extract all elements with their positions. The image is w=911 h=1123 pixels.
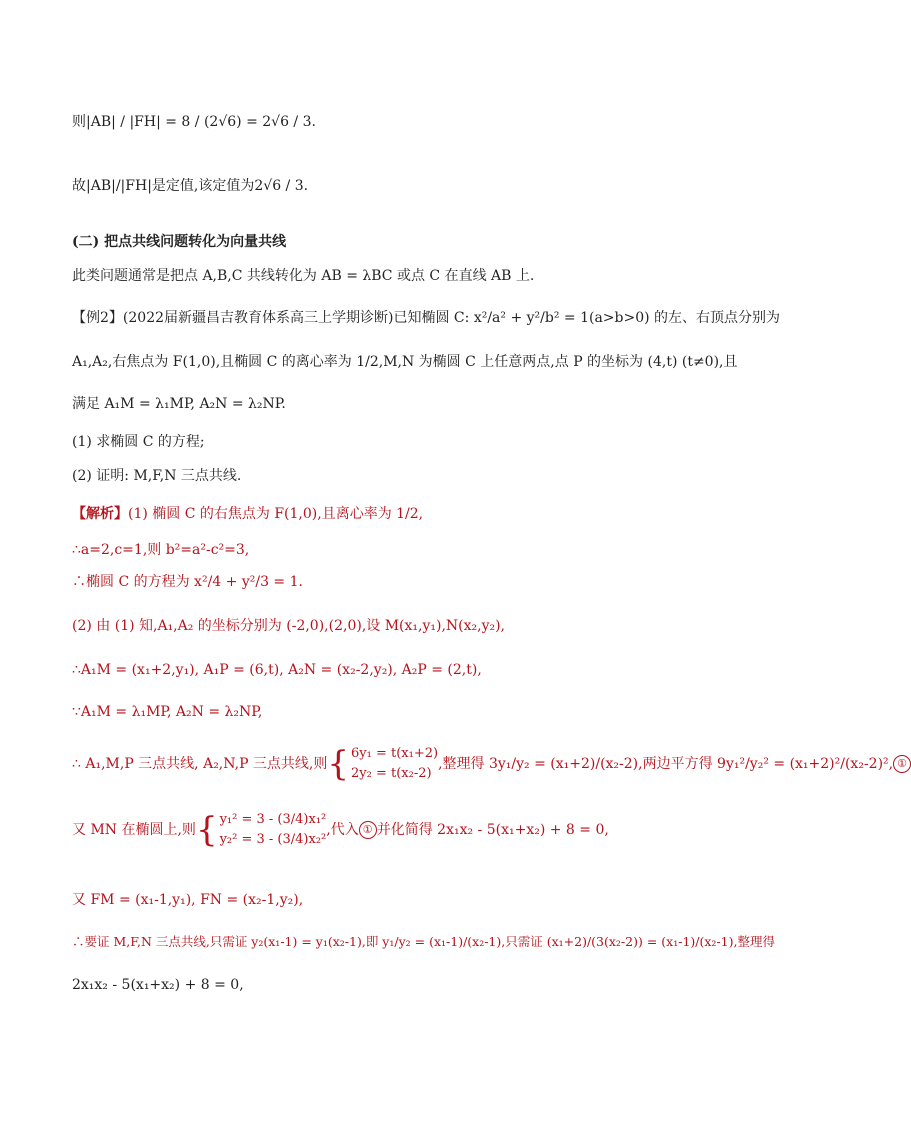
section-intro: 此类问题通常是把点 A,B,C 共线转化为 AB = λBC 或点 C 在直线 AB 上. [72,268,535,284]
text-gu: 故 [72,178,86,194]
solution-8-post: 并化简得 2x₁x₂ - 5(x₁+x₂) + 8 = 0, [376,822,609,838]
example-tag: 【例2】 [72,310,123,326]
text-dingzhi: 是定值,该定值为 [151,178,255,194]
solution-line-8 [72,810,609,850]
solution-line-3: ∴椭圆 C 的方程为 x²/4 + y²/3 = 1. [72,574,303,590]
system-2 [220,810,327,850]
line-ratio [72,112,316,132]
formula-ratio: |AB| / |FH| = 8 / (2√6) = 2√6 / 3. [86,114,316,130]
example-line-2: A₁,A₂,右焦点为 F(1,0),且椭圆 C 的离心率为 1/2,M,N 为椭圆 C 上任意两点,点 P 的坐标为 (4,t) (t≠0),且 [72,354,738,370]
brace-icon: { [195,810,218,850]
brace-icon: { [327,744,350,784]
circled-one-icon: ① [893,755,911,773]
solution-line-7 [72,744,911,784]
example-source: (2022届新疆昌吉教育体系高三上学期诊断) [122,310,394,326]
section-title: (二) 把点共线问题转化为向量共线 [72,234,287,250]
solution-line-2: ∴a=2,c=1,则 b²=a²-c²=3, [72,542,250,558]
circled-one-icon: ① [359,821,377,839]
question-2: (2) 证明: M,F,N 三点共线. [72,468,242,484]
solution-8-mid: ,代入 [326,822,359,838]
system-2-eq1: y₁² = 3 - (3/4)x₁² [219,812,327,827]
line-conclusion [72,176,308,196]
formula-value: 2√6 / 3. [254,178,309,194]
solution-line-9: 又 FM = (x₁-1,y₁), FN = (x₂-1,y₂), [72,892,304,908]
formula-abs-ratio: |AB|/|FH| [86,178,152,194]
solution-tag: 【解析】 [72,506,128,522]
solution-line-6: ∵A₁M = λ₁MP, A₂N = λ₂NP, [72,704,263,720]
solution-line-11: 2x₁x₂ - 5(x₁+x₂) + 8 = 0, [72,977,244,993]
solution-text-1: (1) 椭圆 C 的右焦点为 F(1,0),且离心率为 1/2, [128,506,424,522]
solution-8-pre: 又 MN 在椭圆上,则 [72,822,196,838]
solution-7-mid: ,整理得 3y₁/y₂ = (x₁+2)/(x₂-2),两边平方得 9y₁²/y₂² = (x₁+2)²/(x₂-2)², [438,756,894,772]
system-1 [351,744,438,784]
example-line-1 [72,308,780,328]
solution-line-10: ∴要证 M,F,N 三点共线,只需证 y₂(x₁-1) = y₁(x₂-1),即 y₁/y₂ = (x₁-1)/(x₂-1),只需证 (x₁+2)/(3(x₂-2)) = (x₁-1)/(x₂-1),整理得 [72,934,775,949]
solution-line-4: (2) 由 (1) 知,A₁,A₂ 的坐标分别为 (-2,0),(2,0),设 M(x₁,y₁),N(x₂,y₂), [72,618,506,634]
solution-line-5: ∴A₁M = (x₁+2,y₁), A₁P = (6,t), A₂N = (x₂-2,y₂), A₂P = (2,t), [72,662,482,678]
system-1-eq2: 2y₂ = t(x₂-2) [351,766,432,781]
solution-7-pre: ∴ A₁,M,P 三点共线, A₂,N,P 三点共线,则 [72,756,328,772]
text-ze: 则 [72,114,86,130]
question-1: (1) 求椭圆 C 的方程; [72,434,205,450]
system-2-eq2: y₂² = 3 - (3/4)x₂² [219,832,327,847]
example-text-1: 已知椭圆 C: x²/a² + y²/b² = 1(a>b>0) 的左、右顶点分别为 [393,310,781,326]
system-1-eq1: 6y₁ = t(x₁+2) [351,746,439,761]
example-line-3: 满足 A₁M = λ₁MP, A₂N = λ₂NP. [72,396,286,412]
solution-line-1 [72,504,423,524]
